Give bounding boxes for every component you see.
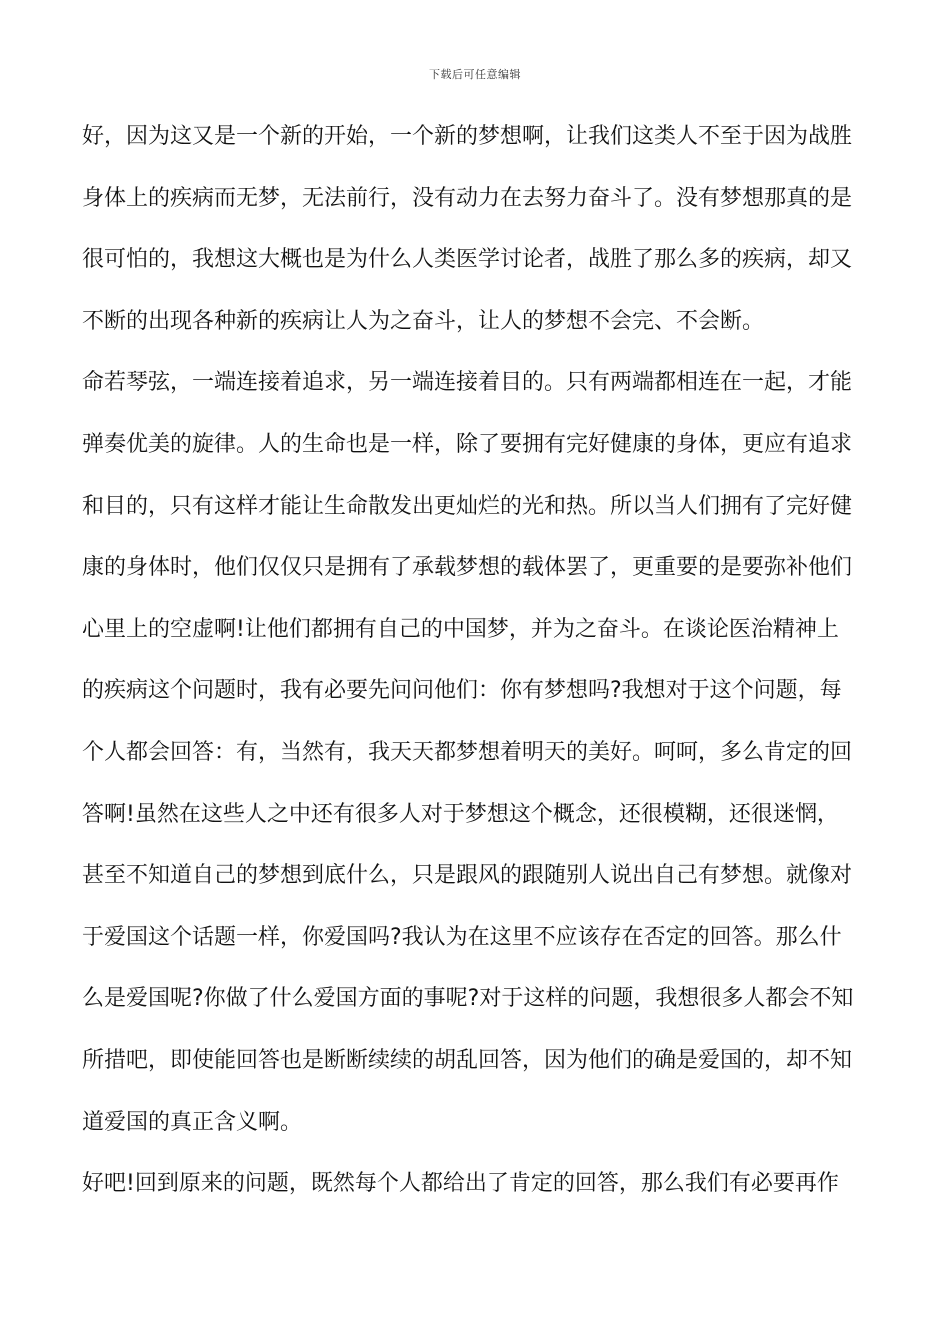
text-line: 很可怕的，我想这大概也是为什么人类医学讨论者，战胜了那么多的疾病，却又 [82,247,853,273]
text-line: 答啊!虽然在这些人之中还有很多人对于梦想这个概念，还很模糊，还很迷惘， [82,801,839,827]
text-line: 康的身体时，他们仅仅只是拥有了承载梦想的载体罢了，更重要的是要弥补他们 [82,555,853,581]
text-line: 个人都会回答：有，当然有，我天天都梦想着明天的美好。呵呵，多么肯定的回 [82,739,853,765]
text-line: 甚至不知道自己的梦想到底什么，只是跟风的跟随别人说出自己有梦想。就像对 [82,863,853,889]
text-line: 道爱国的真正含义啊。 [82,1109,303,1135]
text-line: 身体上的疾病而无梦，无法前行，没有动力在去努力奋斗了。没有梦想那真的是 [82,185,853,211]
text-line: 的疾病这个问题时，我有必要先问问他们：你有梦想吗?我想对于这个问题，每 [82,678,842,704]
text-line: 么是爱国呢?你做了什么爱国方面的事呢?对于这样的问题，我想很多人都会不知 [82,986,854,1012]
page-header: 下载后可任意编辑 [429,68,521,81]
text-line: 心里上的空虚啊!让他们都拥有自己的中国梦，并为之奋斗。在谈论医治精神上 [82,616,839,642]
body-text [82,120,874,1229]
text-line: 弹奏优美的旋律。人的生命也是一样，除了要拥有完好健康的身体，更应有追求 [82,431,853,457]
text-line: 所措吧，即使能回答也是断断续续的胡乱回答，因为他们的确是爱国的，却不知 [82,1047,853,1073]
text-line: 于爱国这个话题一样，你爱国吗?我认为在这里不应该存在否定的回答。那么什 [82,924,842,950]
text-line: 不断的出现各种新的疾病让人为之奋斗，让人的梦想不会完、不会断。 [82,308,765,334]
text-line: 好，因为这又是一个新的开始，一个新的梦想啊，让我们这类人不至于因为战胜 [82,124,853,149]
text-line: 和目的，只有这样才能让生命散发出更灿烂的光和热。所以当人们拥有了完好健 [82,493,853,519]
text-line: 好吧!回到原来的问题，既然每个人都给出了肯定的回答，那么我们有必要再作 [82,1171,839,1197]
text-line: 命若琴弦，一端连接着追求，另一端连接着目的。只有两端都相连在一起，才能 [82,370,853,396]
